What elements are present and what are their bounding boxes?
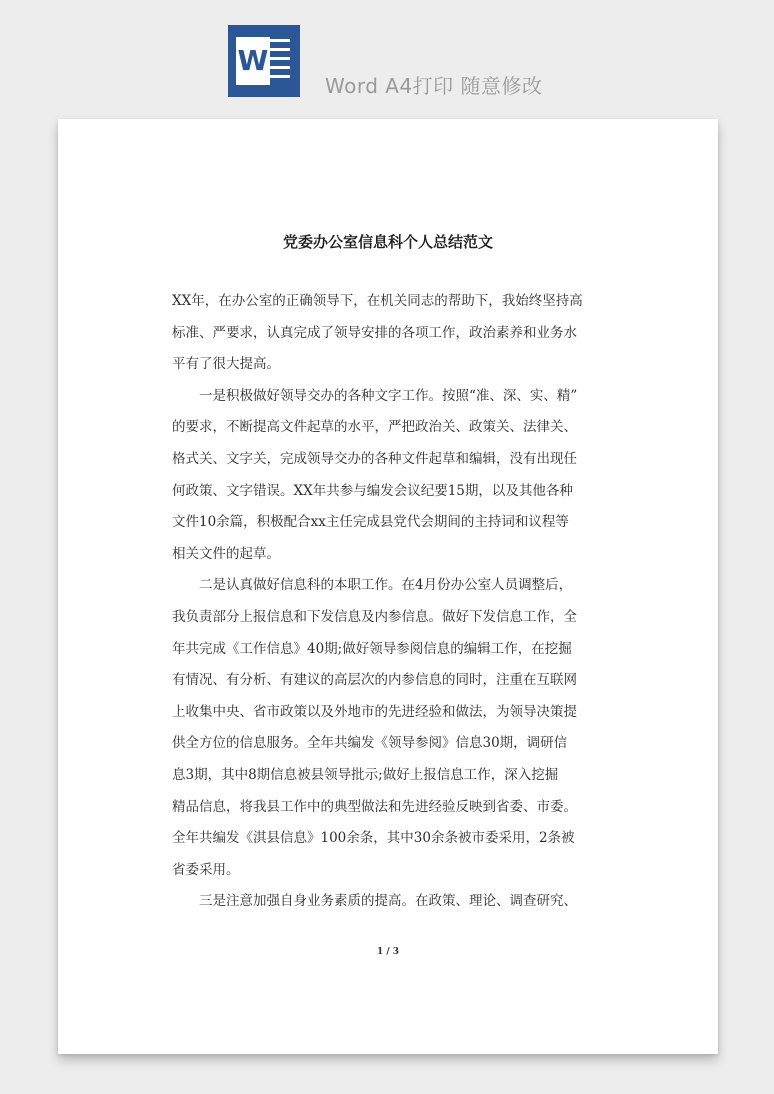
text-line: 息3期，其中8期信息被县领导批示;做好上报信息工作，深入挖掘 [172,766,559,783]
text-line: 二是认真做好信息科的本职工作。在4月份办公室人员调整后， [199,577,573,594]
text-line: 的要求，不断提高文件起草的水平，严把政治关、政策关、法律关、 [172,419,577,436]
paragraph [172,381,602,571]
text-line: 省委采用。 [172,861,240,878]
paragraph [172,570,602,886]
text-line: 年共完成《工作信息》40期;做好领导参阅信息的编辑工作，在挖掘 [172,640,572,657]
word-logo-letter: W [236,37,270,85]
text-line: 平有了很大提高。 [172,356,280,373]
text-line: 精品信息，将我县工作中的典型做法和先进经验反映到省委、市委。 [172,798,577,815]
text-line: 何政策、文字错误。XX年共参与编发会议纪要15期，以及其他各种 [172,482,573,499]
document-title: 党委办公室信息科个人总结范文 [282,233,493,251]
text-line: 供全方位的信息服务。全年共编发《领导参阅》信息30期，调研信 [172,735,568,752]
page-number: 1 / 3 [376,947,400,957]
paragraph [172,286,602,381]
document-page [58,119,718,1054]
text-line: 全年共编发《淇县信息》100余条，其中30余条被市委采用，2条被 [172,830,575,847]
text-line: 有情况、有分析、有建议的高层次的内参信息的同时，注重在互联网 [172,672,577,689]
word-logo-icon [228,25,300,97]
text-line: 格式关、文字关，完成领导交办的各种文件起草和编辑，没有出现任 [172,450,577,467]
text-line: 上收集中央、省市政策以及外地市的先进经验和做法，为领导决策提 [172,703,577,720]
text-line: 相关文件的起草。 [172,545,280,562]
text-line: 一是积极做好领导交办的各种文字工作。按照“准、深、实、精” [199,387,578,404]
text-line: 标准、严要求，认真完成了领导安排的各项工作，政治素养和业务水 [172,324,577,341]
tagline: Word A4打印 随意修改 [325,74,543,98]
paragraph [172,886,602,918]
header-banner [0,0,774,118]
text-line: 三是注意加强自身业务素质的提高。在政策、理论、调查研究、 [199,893,577,910]
document-body [172,286,602,918]
text-line: 我负责部分上报信息和下发信息及内参信息。做好下发信息工作，全 [172,608,577,625]
text-line: XX年，在办公室的正确领导下，在机关同志的帮助下，我始终坚持高 [172,293,583,309]
text-line: 文件10余篇，积极配合xx主任完成县党代会期间的主持词和议程等 [172,514,569,531]
